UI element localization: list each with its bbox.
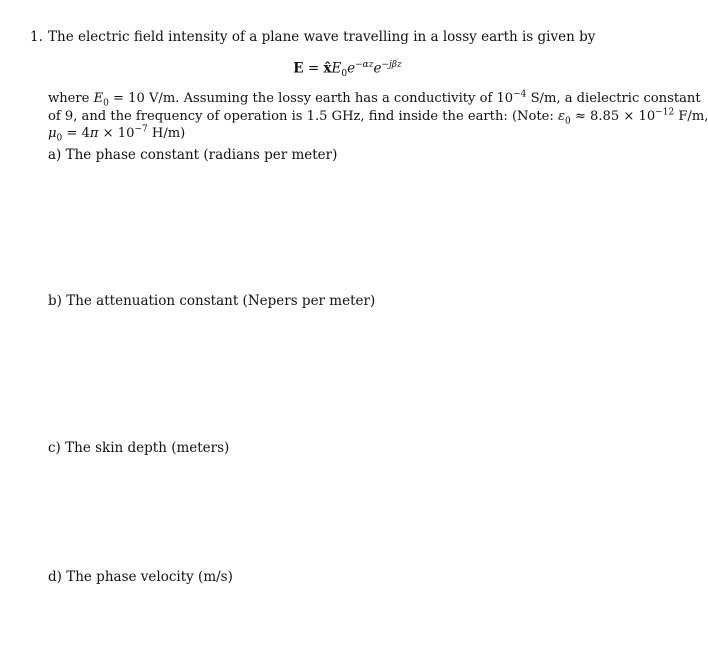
body-text-fragment: S/m, a dielectric constant — [526, 91, 701, 106]
body-symbol-pi: π — [89, 126, 99, 141]
body-subscript: 0 — [565, 116, 571, 127]
body-superscript: −4 — [513, 89, 527, 100]
field-equation — [0, 60, 665, 79]
equation-equals: = — [303, 60, 324, 77]
equation-amplitude-sub: 0 — [341, 69, 348, 80]
body-subscript: 0 — [56, 133, 63, 144]
body-superscript: −12 — [655, 107, 675, 118]
equation-amplitude: E — [331, 60, 342, 77]
body-symbol-epsilon: ε — [558, 108, 566, 124]
part-c-prompt: c) The skin depth (meters) — [48, 440, 230, 456]
body-line-3 — [48, 125, 648, 143]
body-text-fragment: × 10 — [98, 126, 135, 141]
equation-unit-vector: x̂ — [323, 60, 332, 77]
body-subscript: 0 — [103, 98, 109, 109]
body-superscript: −7 — [134, 124, 148, 135]
part-b-prompt: b) The attenuation constant (Nepers per meter) — [48, 293, 376, 309]
body-text-fragment: = 10 V/m. Assuming the lossy earth has a conductivity of 10 — [108, 91, 514, 106]
part-d-prompt: d) The phase velocity (m/s) — [48, 569, 233, 585]
body-line-1 — [48, 89, 701, 109]
body-text-fragment: = 4 — [62, 126, 90, 141]
body-line-2 — [48, 107, 708, 127]
body-text-fragment: H/m) — [147, 126, 186, 141]
equation-exp2-base: e — [373, 60, 382, 77]
equation-exp2-power: −jβz — [381, 60, 402, 70]
equation-exp1-base: e — [347, 60, 356, 77]
problem-body — [48, 89, 708, 144]
question-intro: The electric field intensity of a plane wave travelling in a lossy earth is given by — [48, 29, 596, 45]
body-symbol-E: E — [93, 91, 104, 106]
body-symbol-mu: μ — [48, 126, 57, 141]
body-text-fragment: ≈ 8.85 × 10 — [570, 108, 656, 124]
body-text-fragment: of 9, and the frequency of operation is 1.5 GHz, find inside the earth: (Note: — [48, 108, 558, 124]
body-text-fragment: F/m, — [674, 108, 708, 124]
equation-exp1-power: −αz — [355, 60, 374, 70]
question-number: 1. — [30, 29, 43, 45]
part-a-prompt: a) The phase constant (radians per meter) — [48, 147, 338, 163]
body-text-fragment: where — [48, 91, 94, 106]
equation-lhs: E — [293, 60, 304, 77]
